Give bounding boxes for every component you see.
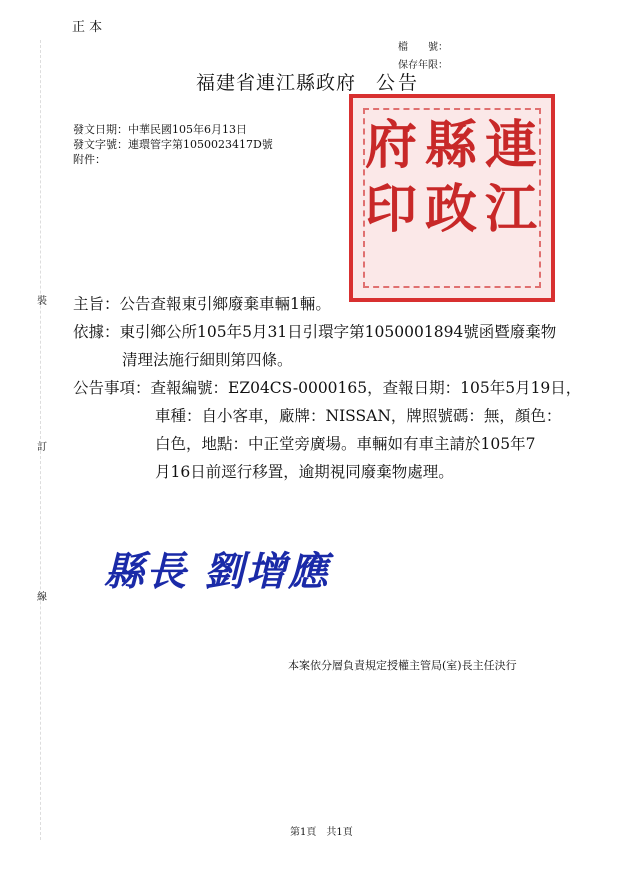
official-seal — [349, 94, 555, 302]
seal-char-6: 印 — [365, 179, 418, 240]
issue-date: 發文日期：中華民國105年6月13日 — [73, 123, 247, 136]
basis-line-2: 清理法施行細則第四條。 — [122, 351, 293, 369]
notice-line-3: 白色，地點：中正堂旁廣場。車輛如有車主請於105年7 — [155, 435, 536, 453]
binding-mark-2: 訂 — [37, 442, 47, 453]
retention-label: 保存年限： — [398, 60, 448, 71]
magistrate-signature: 縣長 劉增應 — [104, 548, 330, 595]
page-footer: 第1頁 共1頁 — [290, 827, 353, 838]
basis-line-1: 依據：東引鄉公所105年5月31日引環字第1050001894號函暨廢棄物 — [73, 323, 557, 341]
seal-char-4: 政 — [425, 179, 478, 240]
notice-line-1: 公告事項：查報編號：EZ04CS-0000165，查報日期：105年5月19日， — [73, 379, 582, 397]
agency-name: 福建省連江縣政府 — [196, 72, 357, 94]
attachment-label: 附件： — [73, 153, 106, 166]
seal-char-3: 縣 — [425, 115, 478, 176]
notice-line-2: 車種：自小客車，廠牌：NISSAN，牌照號碼：無，顏色： — [155, 407, 562, 425]
seal-char-5: 府 — [365, 115, 418, 176]
seal-char-1: 連 — [485, 115, 538, 176]
seal-char-2: 江 — [485, 179, 538, 240]
binding-mark-1: 裝 — [37, 296, 47, 307]
document-type: 公告 — [376, 72, 421, 94]
copy-mark: 正 本 — [72, 20, 103, 35]
subject: 主旨：公告查報東引鄉廢棄車輛1輛。 — [73, 295, 331, 313]
notice-line-4: 月16日前逕行移置，逾期視同廢棄物處理。 — [155, 463, 454, 481]
issue-number: 發文字號：連環管字第1050023417D號 — [73, 138, 273, 151]
binding-mark-3: 線 — [37, 592, 47, 603]
authority-note: 本案依分層負責規定授權主管局(室)長主任決行 — [288, 659, 517, 672]
file-number-label: 檔 號： — [398, 42, 448, 53]
